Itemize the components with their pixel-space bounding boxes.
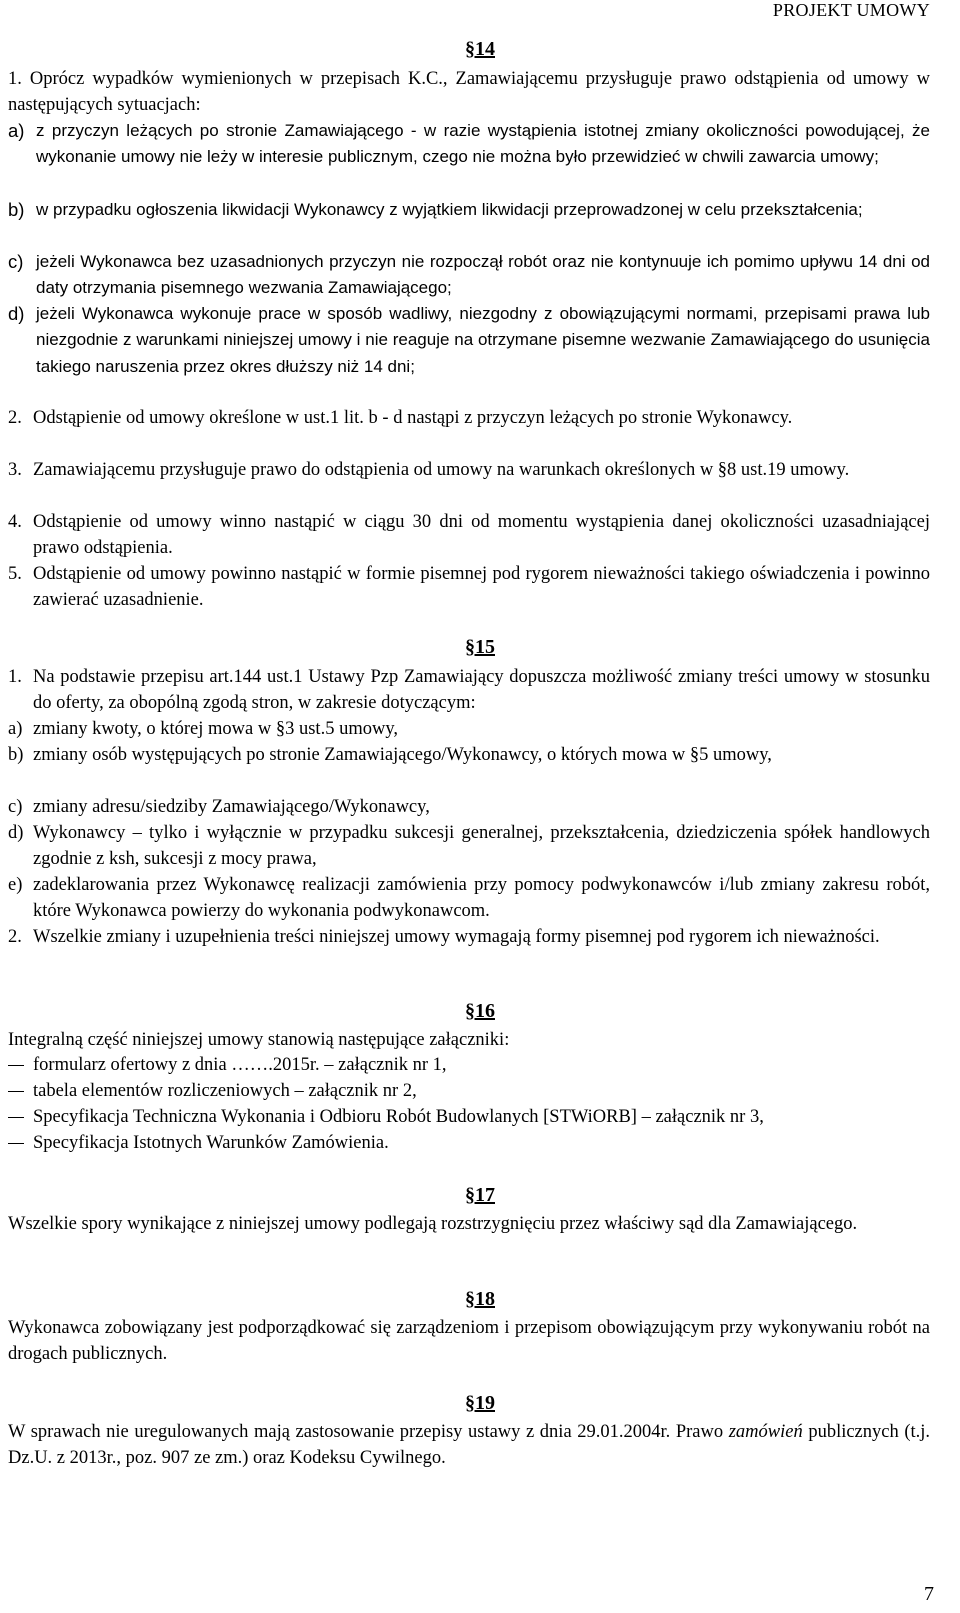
s14-item-a: z przyczyn leżących po stronie Zamawiającego - w razie wystąpienia istotnej zmiany okoliczności powodującej, że wykonanie umowy nie leży w interesie publicznym, czego nie można było przewidzieć w chwili zawarcia umowy; xyxy=(36,121,930,167)
s15-item-c: zmiany adresu/siedziby Zamawiającego/Wykonawcy, xyxy=(33,797,430,817)
s15-paragraph-1: Na podstawie przepisu art.144 ust.1 Ustawy Pzp Zamawiający dopuszcza możliwość zmiany treści umowy w stosunku do oferty, za obopólną zgodą stron, w zakresie dotyczącym: xyxy=(33,667,930,714)
s14-p2-label: 2. xyxy=(8,408,22,428)
s15-item-b-label: b) xyxy=(8,745,24,765)
section-14-title: §14 xyxy=(465,38,495,60)
s19-text-a: W sprawach nie uregulowanych mają zastosowanie przepisy ustawy z dnia 29.01.2004r. Prawo xyxy=(8,1422,724,1442)
s14-item-b-label: b) xyxy=(8,199,25,220)
s15-paragraph-2: Wszelkie zmiany i uzupełnienia treści niniejszej umowy wymagają formy pisemnej pod rygorem ich nieważności. xyxy=(33,927,880,947)
document-header: PROJEKT UMOWY xyxy=(772,0,930,20)
s15-item-a: zmiany kwoty, o której mowa w §3 ust.5 umowy, xyxy=(33,719,398,739)
s14-paragraph-5: Odstąpienie od umowy powinno nastąpić w formie pisemnej pod rygorem nieważności takiego oświadczenia i powinno zawierać uzasadnienie. xyxy=(33,564,930,611)
s16-attachment-3: Specyfikacja Techniczna Wykonania i Odbioru Robót Budowlanych [STWiORB] – załącznik nr 3, xyxy=(33,1107,764,1127)
s14-paragraph-2: Odstąpienie od umowy określone w ust.1 lit. b - d nastąpi z przyczyn leżących po stronie Wykonawcy. xyxy=(33,408,793,428)
s15-item-a-label: a) xyxy=(8,719,23,739)
page-number: 7 xyxy=(924,1583,934,1605)
s14-paragraph-3: Zamawiającemu przysługuje prawo do odstąpienia od umowy na warunkach określonych w §8 ust.19 umowy. xyxy=(33,460,850,480)
s17-paragraph: Wszelkie spory wynikające z niniejszej umowy podlegają rozstrzygnięciu przez właściwy sąd dla Zamawiającego. xyxy=(8,1214,858,1234)
s14-item-a-label: a) xyxy=(8,120,25,141)
s15-item-d-label: d) xyxy=(8,823,24,843)
section-17-title: §17 xyxy=(465,1184,495,1206)
s14-p5-label: 5. xyxy=(8,564,22,584)
s14-paragraph-4: Odstąpienie od umowy winno nastąpić w ciągu 30 dni od momentu wystąpienia danej okoliczności uzasadniającej prawo odstąpienia. xyxy=(33,512,930,559)
s19-text-b: publicznych (t.j. Dz.U. z 2013r., poz. 907 ze zm.) oraz Kodeksu Cywilnego. xyxy=(8,1422,931,1469)
s16-attachment-2: tabela elementów rozliczeniowych – załącznik nr 2, xyxy=(33,1081,417,1101)
s14-item-c: jeżeli Wykonawca bez uzasadnionych przyczyn nie rozpoczął robót oraz nie kontynuuje ich pomimo upływu 14 dni od daty otrzymania pisemnego wezwania Zamawiającego; xyxy=(36,252,930,298)
section-18-title: §18 xyxy=(465,1288,495,1310)
s14-paragraph-1: 1. Oprócz wypadków wymienionych w przepisach K.C., Zamawiającemu przysługuje prawo odstąpienia od umowy w następujących sytuacjach: xyxy=(8,69,930,116)
section-15-title: §15 xyxy=(465,636,495,658)
section-16-title: §16 xyxy=(465,1000,495,1022)
s19-text-italic: zamówień xyxy=(728,1422,803,1442)
s15-p2-label: 2. xyxy=(8,927,22,947)
s14-item-c-label: c) xyxy=(8,251,24,272)
s15-item-c-label: c) xyxy=(8,797,23,817)
s15-item-e: zadeklarowania przez Wykonawcę realizacji zamówienia przy pomocy podwykonawców i/lub zmiany zakresu robót, które Wykonawca powierzy do wykonania podwykonawcom. xyxy=(33,875,930,922)
section-19-title: §19 xyxy=(465,1392,495,1414)
s16-intro: Integralną część niniejszej umowy stanowią następujące załączniki: xyxy=(8,1030,510,1050)
list-dash xyxy=(8,1143,24,1144)
list-dash xyxy=(8,1065,24,1066)
list-dash xyxy=(8,1091,24,1092)
s14-item-d-label: d) xyxy=(8,303,25,324)
s15-item-e-label: e) xyxy=(8,875,23,895)
s18-paragraph: Wykonawca zobowiązany jest podporządkować się zarządzeniom i przepisom obowiązującym przy wykonywaniu robót na drogach publicznych. xyxy=(8,1318,930,1365)
s19-paragraph xyxy=(8,1419,930,1472)
s14-item-d: jeżeli Wykonawca wykonuje prace w sposób wadliwy, niezgodny z obowiązującymi normami, przepisami prawa lub niezgodnie z warunkami niniejszej umowy i nie reaguje na otrzymane pisemne wezwanie Zamawiającego do usunięcia takiego naruszenia przez okres dłuższy niż 14 dni; xyxy=(36,304,930,376)
list-dash xyxy=(8,1117,24,1118)
s16-attachment-4: Specyfikacja Istotnych Warunków Zamówienia. xyxy=(33,1133,389,1153)
s15-item-d: Wykonawcy – tylko i wyłącznie w przypadku sukcesji generalnej, przekształcenia, dziedziczenia spółek handlowych zgodnie z ksh, sukcesji z mocy prawa, xyxy=(33,823,930,870)
s16-attachment-1: formularz ofertowy z dnia …….2015r. – załącznik nr 1, xyxy=(33,1055,447,1075)
s15-item-b: zmiany osób występujących po stronie Zamawiającego/Wykonawcy, o których mowa w §5 umowy, xyxy=(33,745,772,765)
s14-p3-label: 3. xyxy=(8,460,22,480)
s14-item-b: w przypadku ogłoszenia likwidacji Wykonawcy z wyjątkiem likwidacji przeprowadzonej w celu przekształcenia; xyxy=(36,200,863,219)
s15-p1-label: 1. xyxy=(8,667,22,687)
s14-p4-label: 4. xyxy=(8,512,22,532)
